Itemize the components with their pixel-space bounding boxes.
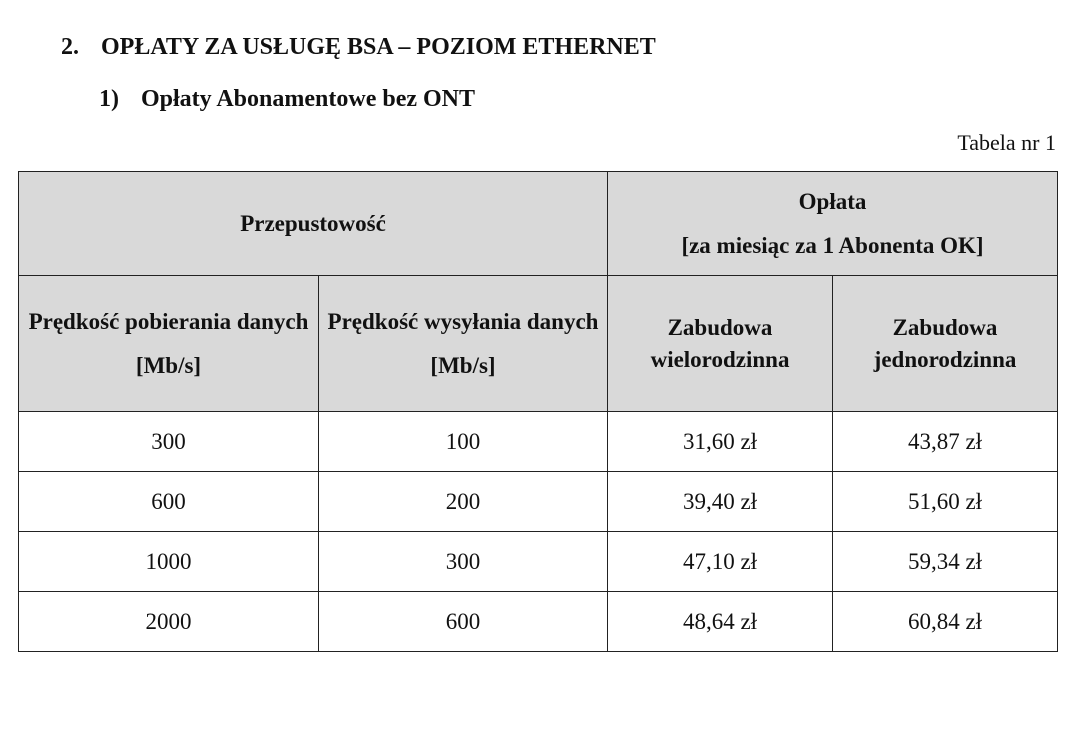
header-upload-label: Prędkość wysyłania danych [327,308,599,334]
header-multi-family: Zabudowa wielorodzinna [608,276,833,412]
section-heading [61,30,656,64]
cell-upload: 100 [319,412,608,472]
header-single-family: Zabudowa jednorodzinna [833,276,1058,412]
section-title: OPŁATY ZA USŁUGĘ BSA – POZIOM ETHERNET [101,34,656,60]
header-fee [608,172,1058,276]
subsection-number: 1) [99,86,119,112]
cell-single-fee: 51,60 zł [833,472,1058,532]
cell-download: 300 [19,412,319,472]
cell-single-fee: 60,84 zł [833,592,1058,652]
header-download-label: Prędkość pobierania danych [28,308,309,334]
cell-upload: 300 [319,532,608,592]
table-row [19,592,1058,652]
table-caption: Tabela nr 1 [957,130,1056,155]
cell-multi-fee: 39,40 zł [608,472,833,532]
fees-table [18,171,1058,652]
header-throughput: Przepustowość [19,172,608,276]
table-row [19,532,1058,592]
cell-upload: 200 [319,472,608,532]
header-fee-subtitle: [za miesiąc za 1 Abonenta OK] [681,232,984,258]
cell-download: 1000 [19,532,319,592]
cell-download: 600 [19,472,319,532]
cell-multi-fee: 47,10 zł [608,532,833,592]
cell-multi-fee: 31,60 zł [608,412,833,472]
header-fee-title: Opłata [798,188,867,214]
cell-download: 2000 [19,592,319,652]
table-row [19,412,1058,472]
cell-upload: 600 [319,592,608,652]
section-number: 2. [61,34,79,60]
cell-single-fee: 59,34 zł [833,532,1058,592]
header-upload-unit: [Mb/s] [430,352,496,378]
subsection-title: Opłaty Abonamentowe bez ONT [141,86,476,112]
table-row [19,472,1058,532]
subsection-heading [99,82,475,116]
header-download-unit: [Mb/s] [135,352,202,378]
table-header-row-group [19,172,1058,276]
cell-multi-fee: 48,64 zł [608,592,833,652]
table-header-row-columns [19,276,1058,412]
cell-single-fee: 43,87 zł [833,412,1058,472]
header-upload-speed [319,276,608,412]
header-download-speed [19,276,319,412]
